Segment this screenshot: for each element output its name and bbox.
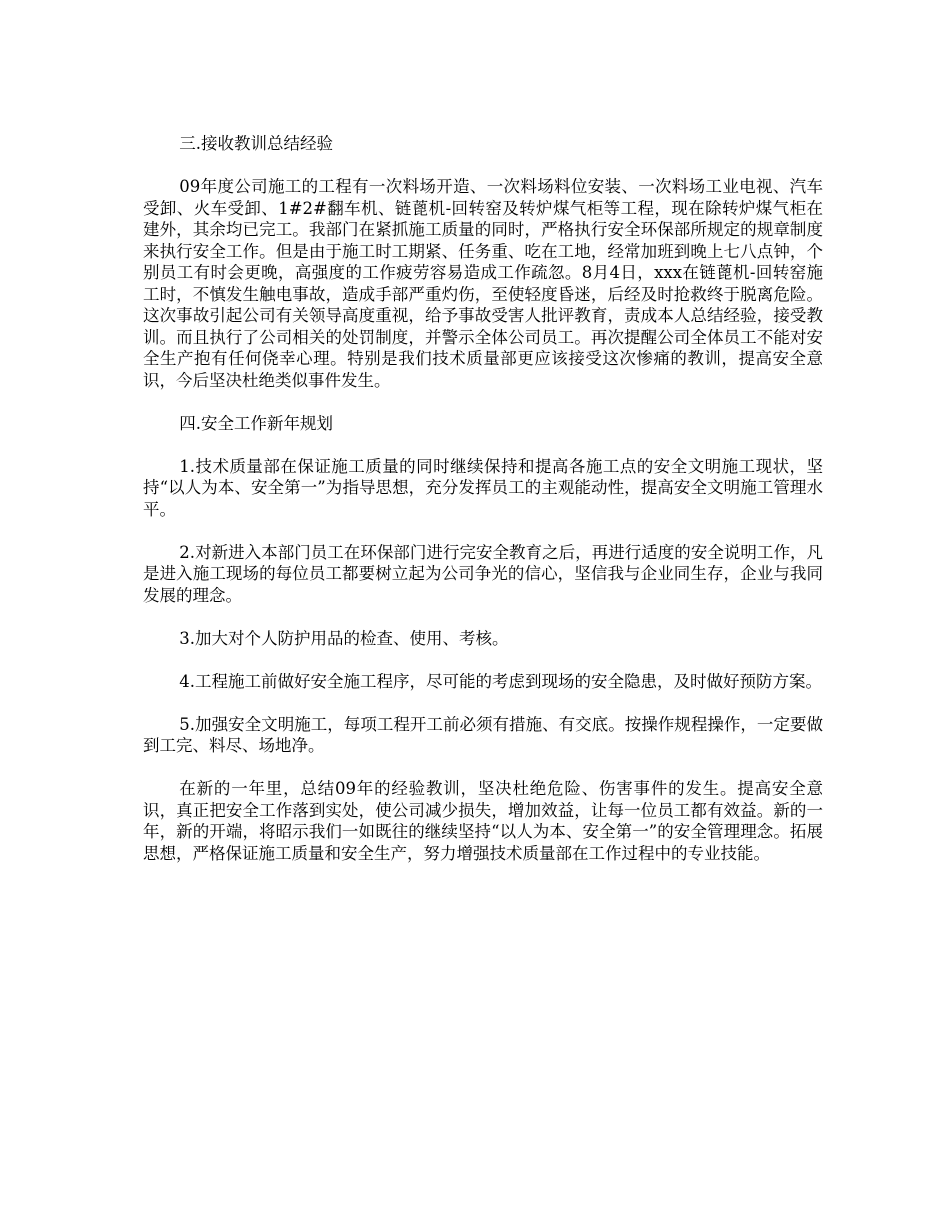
plan-item-4: 4.工程施工前做好安全施工程序，尽可能的考虑到现场的安全隐患，及时做好预防方案。 <box>179 671 823 691</box>
closing-paragraph: 在新的一年里，总结09年的经验教训，坚决杜绝危险、伤害事件的发生。提高安全意识，真正把安全工作落到实处，使公司减少损失，增加效益，让每一位员工都有效益。新的一年，新的开端，将昭示我们一如既往的继续坚持“以人为本、安全第一”的安全管理理念。拓展思想，严格保证施工质量和安全生产，努力增强技术质量部在工作过程中的专业技能。 <box>143 779 823 863</box>
plan-item-5: 5.加强安全文明施工，每项工程开工前必须有措施、有交底。按操作规程操作，一定要做到工完、料尽、场地净。 <box>143 714 823 755</box>
plan-item-1: 1.技术质量部在保证施工质量的同时继续保持和提高各施工点的安全文明施工现状，坚持“以人为本、安全第一”为指导思想，充分发挥员工的主观能动性，提高安全文明施工管理水平。 <box>143 456 823 519</box>
section-4-heading: 四.安全工作新年规划 <box>179 413 334 433</box>
section-3-paragraph: 09年度公司施工的工程有一次料场开造、一次料场料位安装、一次料场工业电视、汽车受卸、火车受卸、1#2#翻车机、链蓖机-回转窑及转炉煤气柜等工程，现在除转炉煤气柜在建外，其余均已完工。我部门在紧抓施工质量的同时，严格执行安全环保部所规定的规章制度来执行安全工作。但是由于施工时工期紧、任务重、吃在工地，经常加班到晚上七八点钟，个别员工有时会更晚，高强度的工作疲劳容易造成工作疏忽。8月4日，xxx在链蓖机-回转窑施工时，不慎发生触电事故，造成手部严重灼伤，至使轻度昏迷，后经及时抢救终于脱离危险。这次事故引起公司有关领导高度重视，给予事故受害人批评教育，责成本人总结经验，接受教训。而且执行了公司相关的处罚制度，并警示全体公司员工。再次提醒公司全体员工不能对安全生产抱有任何侥幸心理。特别是我们技术质量部更应该接受这次惨痛的教训，提高安全意识，今后坚决杜绝类似事件发生。 <box>143 177 823 390</box>
plan-item-2: 2.对新进入本部门员工在环保部门进行完安全教育之后，再进行适度的安全说明工作，凡是进入施工现场的每位员工都要树立起为公司争光的信心，坚信我与企业同生存，企业与我同发展的理念。 <box>143 542 823 605</box>
document-content <box>143 133 823 886</box>
section-3-heading: 三.接收教训总结经验 <box>179 134 334 153</box>
plan-item-3: 3.加大对个人防护用品的检查、使用、考核。 <box>179 628 509 648</box>
